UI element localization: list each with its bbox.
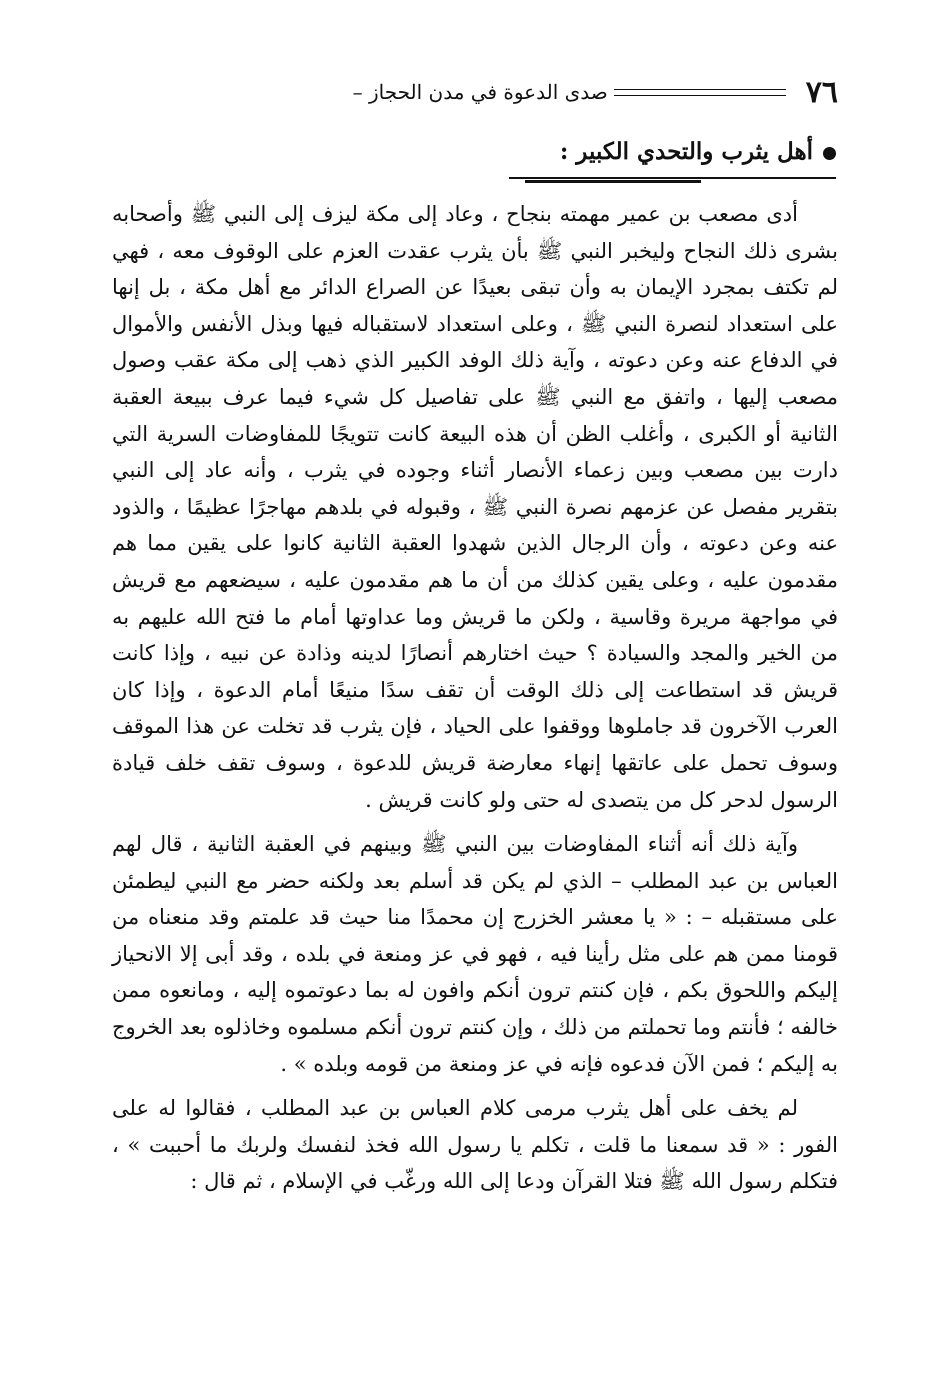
heading-underline bbox=[509, 177, 836, 179]
page-number: ٧٦ bbox=[805, 74, 838, 110]
body-text bbox=[112, 196, 838, 1200]
heading-underline-accent bbox=[525, 180, 701, 183]
paragraph: أدى مصعب بن عمير مهمته بنجاح ، وعاد إلى مكة ليزف إلى النبي ﷺ وأصحابه بشرى ذلك النجاح وليخبر النبي ﷺ بأن يثرب عقدت العزم على الوقوف معه ، فهي لم تكتف بمجرد الإيمان به وأن تبقى بعيدًا عن الصراع الدائر مع أهل مكة ، بل إنها على استعداد لنصرة النبي ﷺ ، وعلى استعداد لاستقباله فيها وبذل الأنفس والأموال في الدفاع عنه وعن دعوته ، وآية ذلك الوفد الكبير الذي ذهب إلى مكة عقب وصول مصعب إليها ، واتفق مع النبي ﷺ على تفاصيل كل شيء فيما عرف ببيعة العقبة الثانية أو الكبرى ، وأغلب الظن أن هذه البيعة كانت تتويجًا للمفاوضات السرية التي دارت بين مصعب وبين زعماء الأنصار أثناء وجوده في يثرب ، وأنه عاد إلى النبي بتقرير مفصل عن عزمهم نصرة النبي ﷺ ، وقبوله في بلدهم مهاجرًا عظيمًا ، والذود عنه وعن دعوته ، وأن الرجال الذين شهدوا العقبة الثانية كانوا على يقين مما هم مقدمون عليه ، وعلى يقين كذلك من أن ما هم مقدمون عليه ، سيضعهم مع قريش في مواجهة مريرة وقاسية ، ولكن ما قريش وما عداوتها أمام ما فتح الله عليهم به من الخير والمجد والسيادة ؟ حيث اختارهم أنصارًا لدينه وذادة عن نبيه ، وإذا كانت قريش قد استطاعت إلى ذلك الوقت أن تقف سدًا منيعًا أمام الدعوة ، وإذا كان العرب الآخرون قد جاملوها ووقفوا على الحياد ، فإن يثرب قد تخلت عن هذا الموقف وسوف تحمل على عاتقها إنهاء معارضة قريش للدعوة ، وسوف تقف خلف قيادة الرسول لدحر كل من يتصدى له حتى ولو كانت قريش . bbox=[112, 202, 838, 812]
section-heading bbox=[560, 138, 836, 169]
running-title: صدى الدعوة في مدن الحجاز – bbox=[352, 80, 608, 104]
bullet-icon bbox=[823, 147, 836, 160]
paragraph: وآية ذلك أنه أثناء المفاوضات بين النبي ﷺ وبينهم في العقبة الثانية ، قال لهم العباس بن عبد المطلب – الذي لم يكن قد أسلم بعد ولكنه حضر مع النبي ليطمئن على مستقبله – : « يا معشر الخزرج إن محمدًا منا حيث قد علمتم وقد منعناه من قومنا ممن هم على مثل رأينا فيه ، فهو في عز ومنعة في بلده ، وقد أبى إلا الانحياز إليكم واللحوق بكم ، فإن كنتم ترون أنكم وافون له بما دعوتموه إليه ، ومانعوه ممن خالفه ؛ فأنتم وما تحملتم من ذلك ، وإن كنتم ترون أنكم مسلموه وخاذلوه بعد الخروج به إليكم ؛ فمن الآن فدعوه فإنه في عز ومنعة من قومه وبلده » . bbox=[112, 832, 838, 1076]
header-rule bbox=[614, 89, 786, 96]
paragraph: لم يخف على أهل يثرب مرمى كلام العباس بن عبد المطلب ، فقالوا له على الفور : « قد سمعنا ما قلت ، تكلم يا رسول الله فخذ لنفسك ولربك ما أحببت » ، فتكلم رسول الله ﷺ فتلا القرآن ودعا إلى الله ورغّب في الإسلام ، ثم قال : bbox=[112, 1096, 838, 1194]
running-header bbox=[112, 72, 838, 112]
section-heading-text: أهل يثرب والتحدي الكبير : bbox=[559, 138, 813, 165]
